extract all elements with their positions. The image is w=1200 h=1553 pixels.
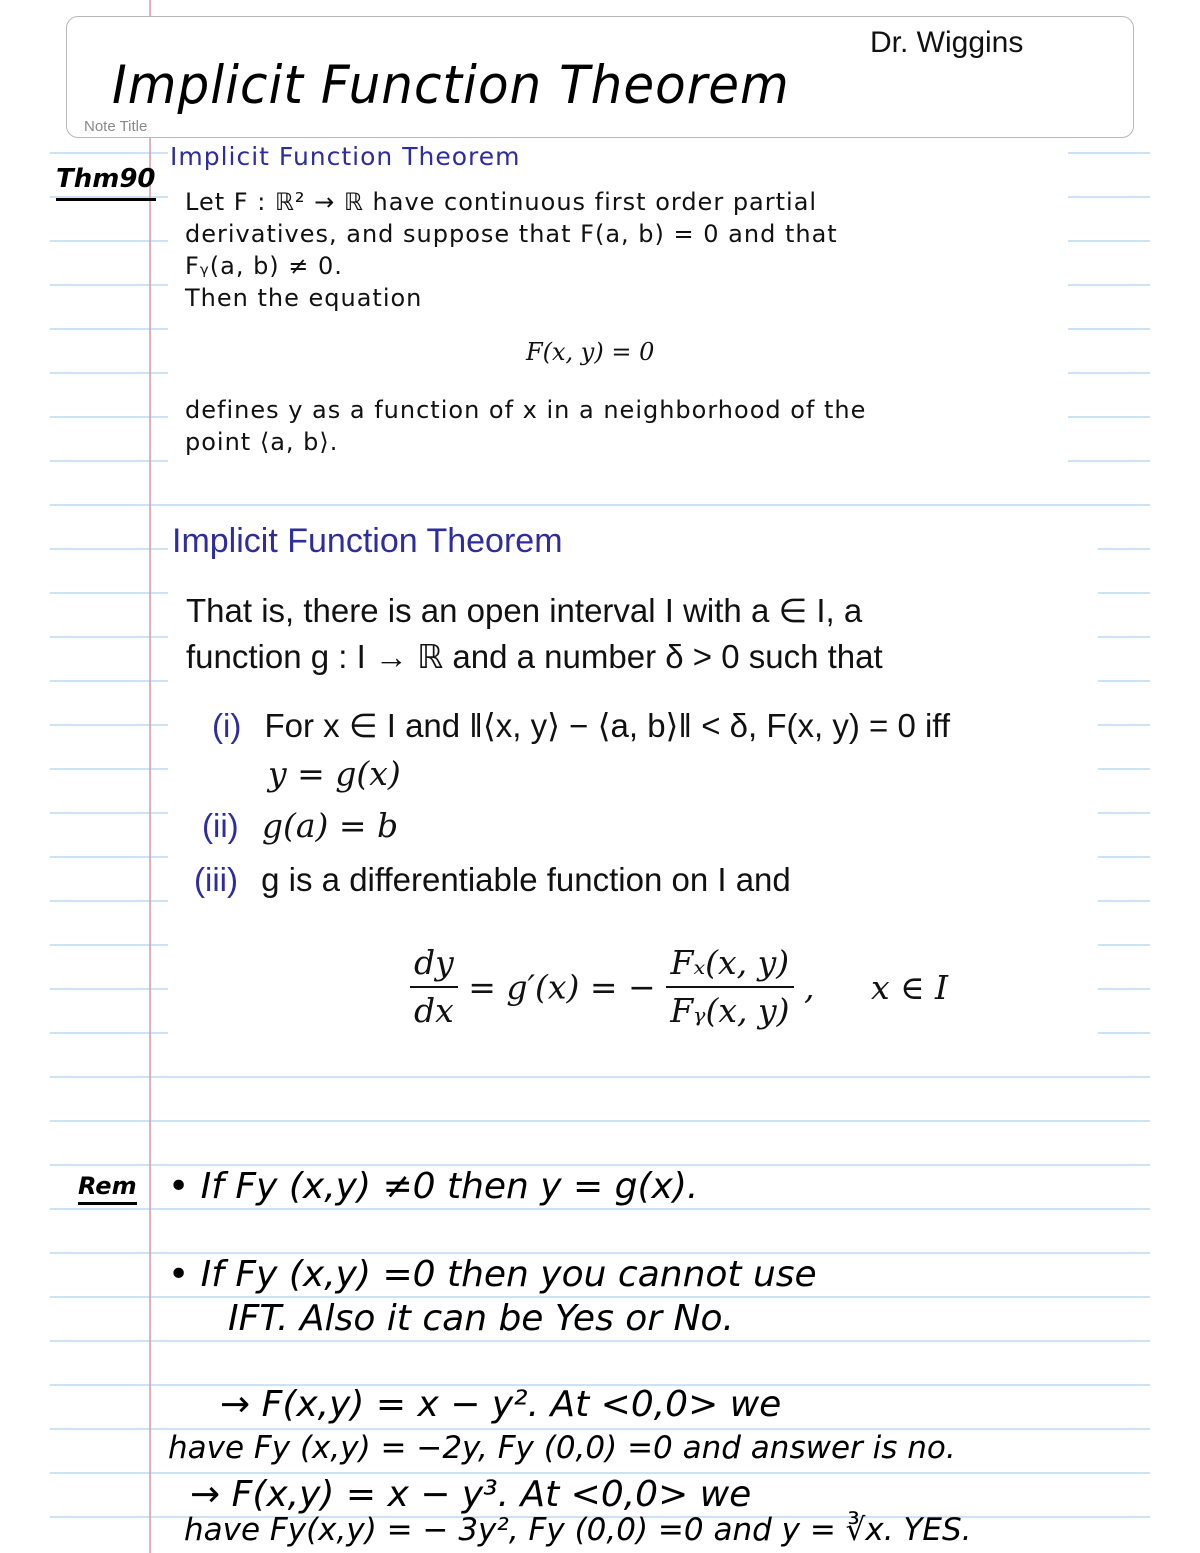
item-number: (i) <box>212 707 242 744</box>
note-line-7: have Fy(x,y) = − 3y², Fy (0,0) =0 and y = ∛x. YES. <box>184 1512 972 1548</box>
note-line-6: → F(x,y) = x − y³. At <0,0> we <box>190 1474 752 1515</box>
slide2-intro-line-1: That is, there is an open interval I with a ∈ I, a <box>186 592 863 629</box>
dx-denominator: dx <box>414 991 454 1030</box>
item-text: For x ∈ I and ‖⟨x, y⟩ − ⟨a, b⟩‖ < δ, F(x, y) = 0 iff <box>264 707 951 744</box>
formula-middle: = g′(x) = − <box>468 967 656 1007</box>
fy-denominator: Fᵧ(x, y) <box>670 991 790 1030</box>
theorem-slide-1 <box>168 140 1068 480</box>
slide2-heading: Implicit Function Theorem <box>172 522 563 560</box>
slide2-intro-line-2: function g : I → ℝ and a number δ > 0 such that <box>186 638 883 675</box>
dy-numerator: dy <box>410 940 458 988</box>
fx-numerator: Fₓ(x, y) <box>666 940 793 988</box>
slide1-equation: F(x, y) = 0 <box>526 338 655 366</box>
note-line-2: • If Fy (x,y) =0 then you cannot use <box>168 1254 817 1295</box>
remark-tag: Rem <box>78 1172 137 1205</box>
slide1-line-4: Then the equation <box>185 284 423 312</box>
formula-comma: , <box>804 967 815 1007</box>
slide1-heading: Implicit Function Theorem <box>170 142 521 171</box>
list-item <box>194 856 791 904</box>
list-item <box>212 702 950 750</box>
partials-fraction <box>666 940 793 1034</box>
author-name: Dr. Wiggins <box>870 26 1024 59</box>
note-line-4: → F(x,y) = x − y². At <0,0> we <box>220 1384 782 1425</box>
slide1-conclusion <box>185 394 1065 458</box>
list-item-continuation <box>268 750 401 798</box>
item-number: (iii) <box>194 861 238 898</box>
theorem-tag: Thm90 <box>56 164 156 201</box>
note-line-3: IFT. Also it can be Yes or No. <box>228 1298 734 1339</box>
item-continuation-text: y = g(x) <box>268 754 401 793</box>
slide2-intro <box>186 588 1086 680</box>
note-title-label: Note Title <box>84 118 148 135</box>
slide1-line-3: Fᵧ(a, b) ≠ 0. <box>185 252 343 280</box>
note-line-5: have Fy (x,y) = −2y, Fy (0,0) =0 and answer is no. <box>168 1430 956 1466</box>
slide1-line-5: defines y as a function of x in a neighborhood of the <box>185 396 867 424</box>
slide1-line-6: point ⟨a, b⟩. <box>185 428 339 456</box>
list-item <box>202 802 398 850</box>
item-number: (ii) <box>202 807 239 844</box>
note-line-1: • If Fy (x,y) ≠0 then y = g(x). <box>168 1166 699 1207</box>
item-text: g(a) = b <box>261 806 399 845</box>
slide1-statement <box>185 186 1045 314</box>
derivative-formula <box>410 940 948 1034</box>
theorem-slide-2 <box>168 512 1098 1072</box>
slide1-line-1: Let F : ℝ² → ℝ have continuous first order partial <box>185 188 818 216</box>
slide1-line-2: derivatives, and suppose that F(a, b) = 0 and that <box>185 220 838 248</box>
dy-dx-fraction <box>410 940 458 1034</box>
item-text: g is a differentiable function on I and <box>261 861 791 898</box>
handwritten-title: Implicit Function Theorem <box>112 54 790 116</box>
formula-domain: x ∈ I <box>871 967 949 1007</box>
